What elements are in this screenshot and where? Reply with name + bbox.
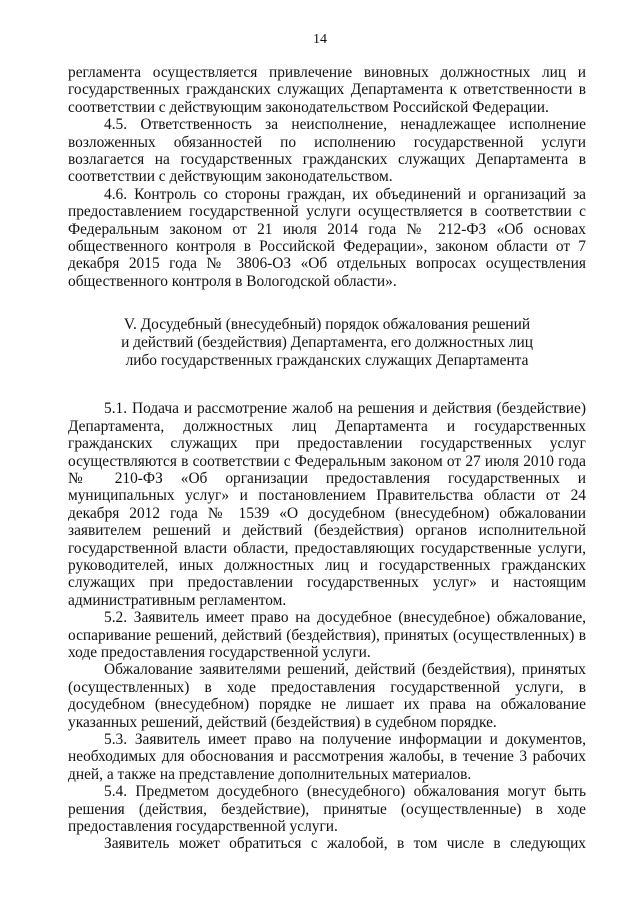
- paragraph-5-3: 5.3. Заявитель имеет право на получение информации и документов, необходимых для обоснования и рассмотрения жалобы, в течение 3 рабочих дней, а также на представление дополнительных материалов.: [68, 731, 586, 783]
- section-heading-line: V. Досудебный (внесудебный) порядок обжалования решений: [123, 316, 531, 334]
- paragraph-4-6: 4.6. Контроль со стороны граждан, их объединений и организаций за предоставлением государственной услуги осуществляется в соответствии с Федеральным законом от 21 июля 2014 года № 212-ФЗ «Об основах общественного контроля в Российской Федерации», законом области от 7 декабря 2015 года № 3806-ОЗ «Об отдельных вопросах осуществления общественного контроля в Вологодской области».: [68, 185, 586, 290]
- section-heading-line: либо государственных гражданских служащих Департамента: [125, 352, 529, 370]
- paragraph-5-4: 5.4. Предметом досудебного (внесудебного) обжалования могут быть решения (действия, бездействие), принятые (осуществленные) в ходе предоставления государственной услуги.: [68, 783, 586, 836]
- paragraph-appeal: Обжалование заявителями решений, действий (бездействия), принятых (осуществленных) в ходе предоставления государственной услуги, в досудебном (внесудебном) порядке не лишает их права на обжалование указанных решений, действий (бездействия) в судебном порядке.: [68, 661, 586, 731]
- paragraph-continuation: регламента осуществляется привлечение виновных должностных лиц и государственных гражданских служащих Департамента к ответственности в соответствии с действующим законодательством Российской Федерации.: [68, 64, 586, 116]
- section-heading: [68, 316, 586, 370]
- paragraph-complaint-start: Заявитель может обратиться с жалобой, в том числе в следующих: [104, 835, 586, 853]
- page-content: [68, 64, 586, 853]
- paragraph-4-5: 4.5. Ответственность за неисполнение, ненадлежащее исполнение возложенных обязанностей по исполнению государственной услуги возлагается на государственных гражданских служащих Департамента в соответствии с действующим законодательством.: [68, 116, 586, 186]
- page-number: 14: [313, 32, 327, 47]
- paragraph-5-1: 5.1. Подача и рассмотрение жалоб на решения и действия (бездействие) Департамента, должностных лиц Департамента и государственных гражданских служащих при предоставлении государственных услуг осуществляются в соответствии с Федеральным законом от 27 июля 2010 года № 210-ФЗ «Об организации предоставления государственных и муниципальных услуг» и постановлением Правительства области от 24 декабря 2012 года № 1539 «О досудебном (внесудебном) обжаловании заявителем решений и действий (бездействия) органов исполнительной государственной власти области, предоставляющих государственные услуги, руководителей, иных должностных лиц и государственных гражданских служащих при предоставлении государственных услуг» и настоящим административным регламентом.: [68, 400, 586, 609]
- paragraph-5-2: 5.2. Заявитель имеет право на досудебное (внесудебное) обжалование, оспаривание решений, действий (бездействия), принятых (осуществленных) в ходе предоставления государственной услуги.: [68, 609, 586, 661]
- section-heading-line: и действий (бездействия) Департамента, его должностных лиц: [121, 334, 533, 352]
